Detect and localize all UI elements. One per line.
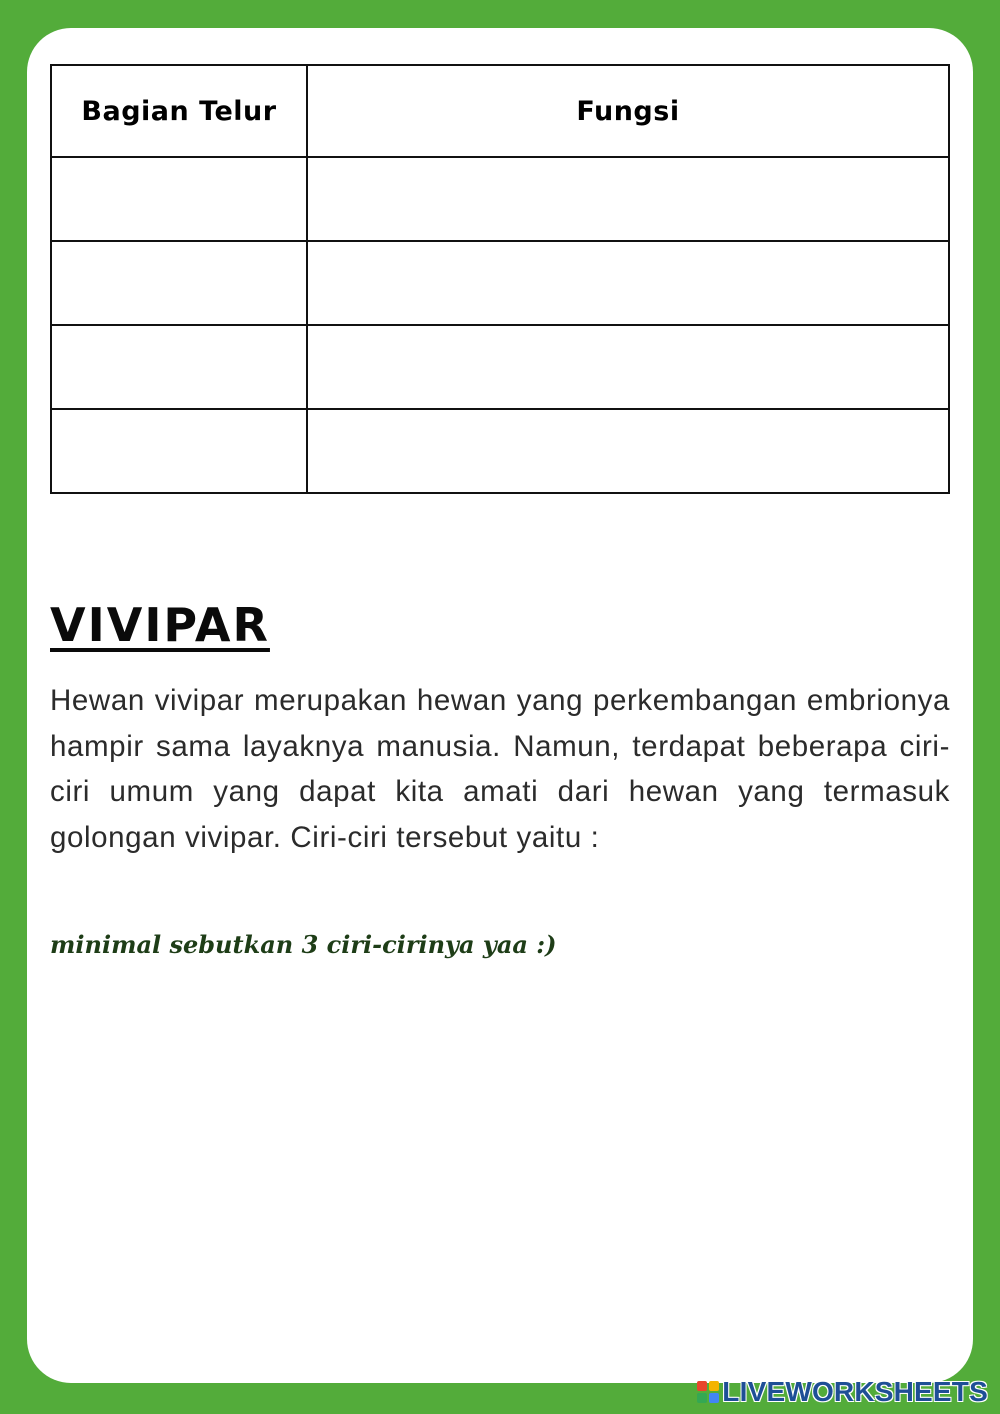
answer-cell-part[interactable] xyxy=(51,157,307,241)
liveworksheets-logo-icon xyxy=(697,1381,719,1403)
logo-square xyxy=(709,1381,719,1391)
egg-parts-table xyxy=(50,64,950,494)
answer-cell-function[interactable] xyxy=(307,241,949,325)
liveworksheets-watermark xyxy=(697,1376,988,1408)
table-row xyxy=(51,409,949,493)
answer-cell-part[interactable] xyxy=(51,409,307,493)
logo-square xyxy=(697,1393,707,1403)
header-fungsi: Fungsi xyxy=(307,65,949,157)
section-body: Hewan vivipar merupakan hewan yang perkembangan embrionya hampir sama layaknya manusia. Namun, terdapat beberapa ciri-ciri umum yang dapat kita amati dari hewan yang termasuk golongan vivipar. Ciri-ciri tersebut yaitu : xyxy=(50,684,950,854)
answer-cell-function[interactable] xyxy=(307,157,949,241)
table-row xyxy=(51,325,949,409)
section-title: VIVIPAR xyxy=(50,598,270,652)
table-header-row xyxy=(51,65,949,157)
answer-cell-part[interactable] xyxy=(51,325,307,409)
logo-square xyxy=(709,1393,719,1403)
table-row xyxy=(51,241,949,325)
watermark-text: LIVEWORKSHEETS xyxy=(722,1376,988,1407)
answer-cell-function[interactable] xyxy=(307,409,949,493)
logo-square xyxy=(697,1381,707,1391)
answer-cell-function[interactable] xyxy=(307,325,949,409)
header-bagian-telur: Bagian Telur xyxy=(51,65,307,157)
answer-cell-part[interactable] xyxy=(51,241,307,325)
instruction-hint: minimal sebutkan 3 ciri-cirinya yaa :) xyxy=(50,930,557,959)
table-row xyxy=(51,157,949,241)
